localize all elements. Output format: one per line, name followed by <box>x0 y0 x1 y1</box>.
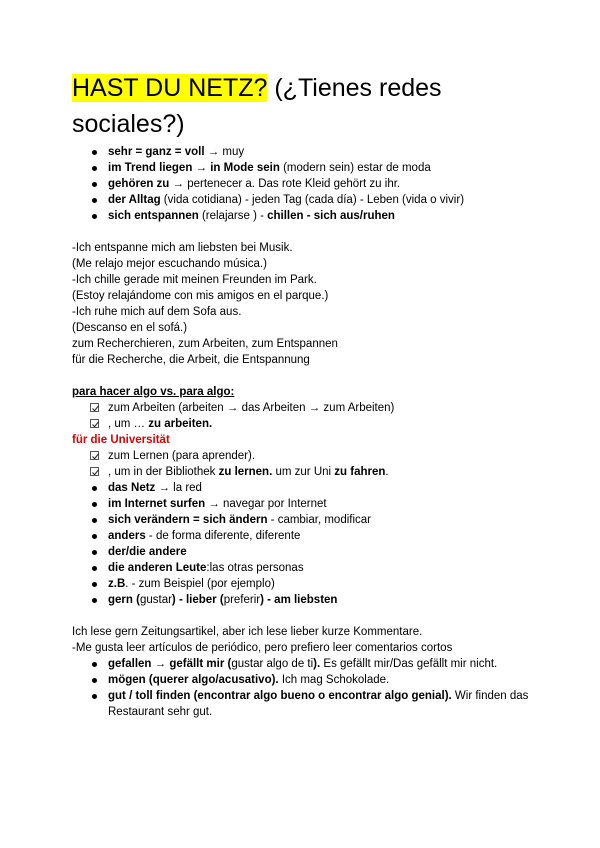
text-run: (modern sein) estar de moda <box>279 162 431 174</box>
bullet-item <box>90 496 542 512</box>
checkbox-checked-icon[interactable] <box>90 451 99 460</box>
checklist-1 <box>72 400 542 432</box>
text-run: die anderen Leute <box>108 562 207 574</box>
bullet-item <box>90 160 542 176</box>
text-run: gehören zu <box>108 178 170 190</box>
text-run: ). <box>313 658 321 670</box>
text-run: chillen - sich aus/ruhen <box>267 210 395 222</box>
text-run: mögen (querer algo/acusativo). <box>108 674 279 686</box>
text-run: ) - am liebsten <box>260 594 338 606</box>
checklist-2 <box>72 448 542 480</box>
bullet-item <box>90 544 542 560</box>
examples-block <box>72 240 542 368</box>
bullet-item <box>90 560 542 576</box>
text-line: (Me relajo mejor escuchando música.) <box>72 258 267 270</box>
checkbox-checked-icon[interactable] <box>90 403 99 412</box>
text-run: der/die andere <box>108 546 187 558</box>
text-line: Ich lese gern Zeitungsartikel, aber ich lese lieber kurze Kommentare. <box>72 626 423 638</box>
text-run: preferir <box>223 594 261 606</box>
text-run: Wir finden das Restaurant sehr gut. <box>108 690 529 718</box>
text-run: zu arbeiten. <box>148 418 213 430</box>
text-run: , um in der Bibliothek <box>108 466 219 478</box>
text-run: - de forma diferente, diferente <box>145 530 301 542</box>
bullet-item <box>90 192 542 208</box>
text-run: :las otras personas <box>206 562 304 574</box>
section-heading: para hacer algo vs. para algo: <box>72 386 235 398</box>
checklist-item <box>90 464 542 480</box>
vocab-list-1 <box>72 144 542 224</box>
text-run: → la red <box>155 482 202 494</box>
text-run: das Netz <box>108 482 156 494</box>
checkbox-checked-icon[interactable] <box>90 419 99 428</box>
bullet-item <box>90 576 542 592</box>
text-line: -Ich entspanne mich am liebsten bei Musik. <box>72 242 293 254</box>
text-run: , um … <box>108 418 149 430</box>
text-run: sich verändern = sich ändern <box>108 514 268 526</box>
text-run: → pertenecer a. Das rote Kleid gehört zu ihr. <box>169 178 401 190</box>
text-run: Es gefällt mir/Das gefällt mir nicht. <box>320 658 498 670</box>
sentences-block <box>72 624 542 656</box>
bullet-item <box>90 656 542 672</box>
text-run: gustar algo de ti <box>231 658 314 670</box>
text-run: gut / toll finden (encontrar algo bueno o encontrar algo genial). <box>108 690 452 702</box>
bullet-item <box>90 672 542 688</box>
text-run: zu fahren <box>334 466 386 478</box>
text-line: für die Recherche, die Arbeit, die Entspannung <box>72 354 310 366</box>
text-line: (Descanso en el sofá.) <box>72 322 188 334</box>
text-run: im Internet surfen <box>108 498 206 510</box>
text-line: -Ich chille gerade mit meinen Freunden im Park. <box>72 274 317 286</box>
bullet-item <box>90 144 542 160</box>
text-run: (vida cotidiana) - jeden Tag (cada día) - Leben (vida o vivir) <box>160 194 465 206</box>
text-run: . <box>385 466 389 478</box>
bullet-item <box>90 512 542 528</box>
checklist-item <box>90 416 542 432</box>
text-run: Ich mag Schokolade. <box>278 674 390 686</box>
checkbox-checked-icon[interactable] <box>90 467 99 476</box>
bullet-item <box>90 592 542 608</box>
text-run: → muy <box>204 146 245 158</box>
text-line: zum Recherchieren, zum Arbeiten, zum Entspannen <box>72 338 338 350</box>
text-run: gustar <box>139 594 172 606</box>
text-run: um zur Uni <box>272 466 335 478</box>
document <box>72 70 542 720</box>
bullet-item <box>90 688 542 720</box>
checklist-item <box>90 400 542 416</box>
text-run: im Trend liegen → in Mode sein <box>108 162 280 174</box>
text-run: zu lernen. <box>218 466 273 478</box>
text-run: . - zum Beispiel (por ejemplo) <box>125 578 275 590</box>
text-run: (relajarse ) - <box>198 210 268 222</box>
text-run: sich entspannen <box>108 210 199 222</box>
text-line: -Ich ruhe mich auf dem Sofa aus. <box>72 306 242 318</box>
text-run: sehr = ganz = voll <box>108 146 205 158</box>
text-run: gern ( <box>108 594 140 606</box>
text-run: zum Arbeiten (arbeiten → das Arbeiten → zum Arbeiten) <box>108 402 395 414</box>
bullet-item <box>90 208 542 224</box>
text-line: (Estoy relajándome con mis amigos en el parque.) <box>72 290 329 302</box>
text-run: - cambiar, modificar <box>267 514 371 526</box>
text-run: anders <box>108 530 146 542</box>
bullet-item <box>90 528 542 544</box>
bullet-item <box>90 480 542 496</box>
text-run: ) - lieber ( <box>171 594 224 606</box>
text-run: zum Lernen (para aprender). <box>108 450 256 462</box>
title-highlight: HAST DU NETZ? <box>72 74 268 102</box>
text-run: gefallen → gefällt mir ( <box>108 658 232 670</box>
vocab-list-2 <box>72 480 542 608</box>
title-rest: (¿Tienes redes sociales?) <box>72 74 442 138</box>
text-run: der Alltag <box>108 194 161 206</box>
text-run: z.B <box>108 578 126 590</box>
page-title <box>72 70 542 142</box>
red-heading: für die Universität <box>72 434 170 446</box>
text-run: → navegar por Internet <box>205 498 327 510</box>
checklist-item <box>90 448 542 464</box>
bullet-item <box>90 176 542 192</box>
vocab-list-3 <box>72 656 542 720</box>
text-line: -Me gusta leer artículos de periódico, pero prefiero leer comentarios cortos <box>72 642 453 654</box>
